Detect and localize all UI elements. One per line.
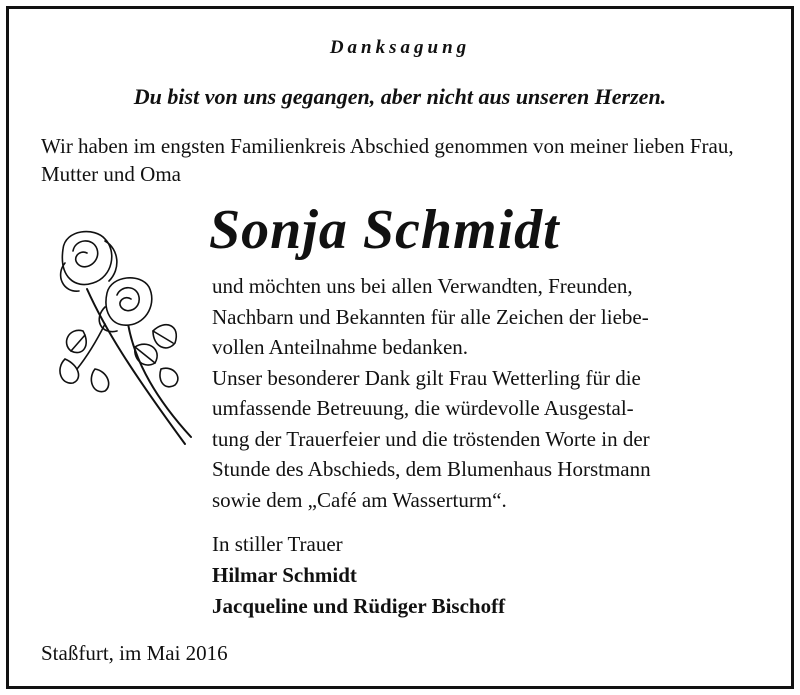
thanks-line: vollen Anteilnahme bedanken. [212, 335, 469, 359]
mourner-name: Jacqueline und Rüdiger Bischoff [212, 594, 506, 618]
mourner-name: Hilmar Schmidt [212, 563, 357, 587]
thanks-line: Stunde des Abschieds, dem Blumenhaus Horstmann [212, 457, 651, 481]
thanks-text [212, 271, 772, 515]
intro-text: Wir haben im engsten Familienkreis Abschied genommen von meiner lieben Frau, Mutter und Oma [41, 134, 734, 186]
thanks-line: und möchten uns bei allen Verwandten, Freunden, [212, 274, 633, 298]
signoff-text: In stiller Trauer [212, 532, 343, 556]
thanks-line: Unser besonderer Dank gilt Frau Wetterling für die [212, 365, 641, 390]
thanks-line: sowie dem „Café am Wasserturm“. [212, 487, 507, 512]
roses-illustration [35, 219, 205, 454]
place-date: Staßfurt, im Mai 2016 [41, 641, 228, 665]
notice-heading: Danksagung [329, 37, 471, 58]
deceased-name: Sonja Schmidt [209, 199, 560, 261]
thanks-line: tung der Trauerfeier und die tröstenden Worte in der [212, 426, 650, 451]
mourners-block [212, 529, 505, 622]
obituary-notice [6, 6, 794, 689]
thanks-line: umfassende Betreuung, die würdevolle Ausgestal- [212, 396, 634, 420]
notice-motto: Du bist von uns gegangen, aber nicht aus unseren Herzen. [133, 84, 667, 109]
thanks-line: Nachbarn und Bekannten für alle Zeichen der liebe- [212, 304, 649, 329]
